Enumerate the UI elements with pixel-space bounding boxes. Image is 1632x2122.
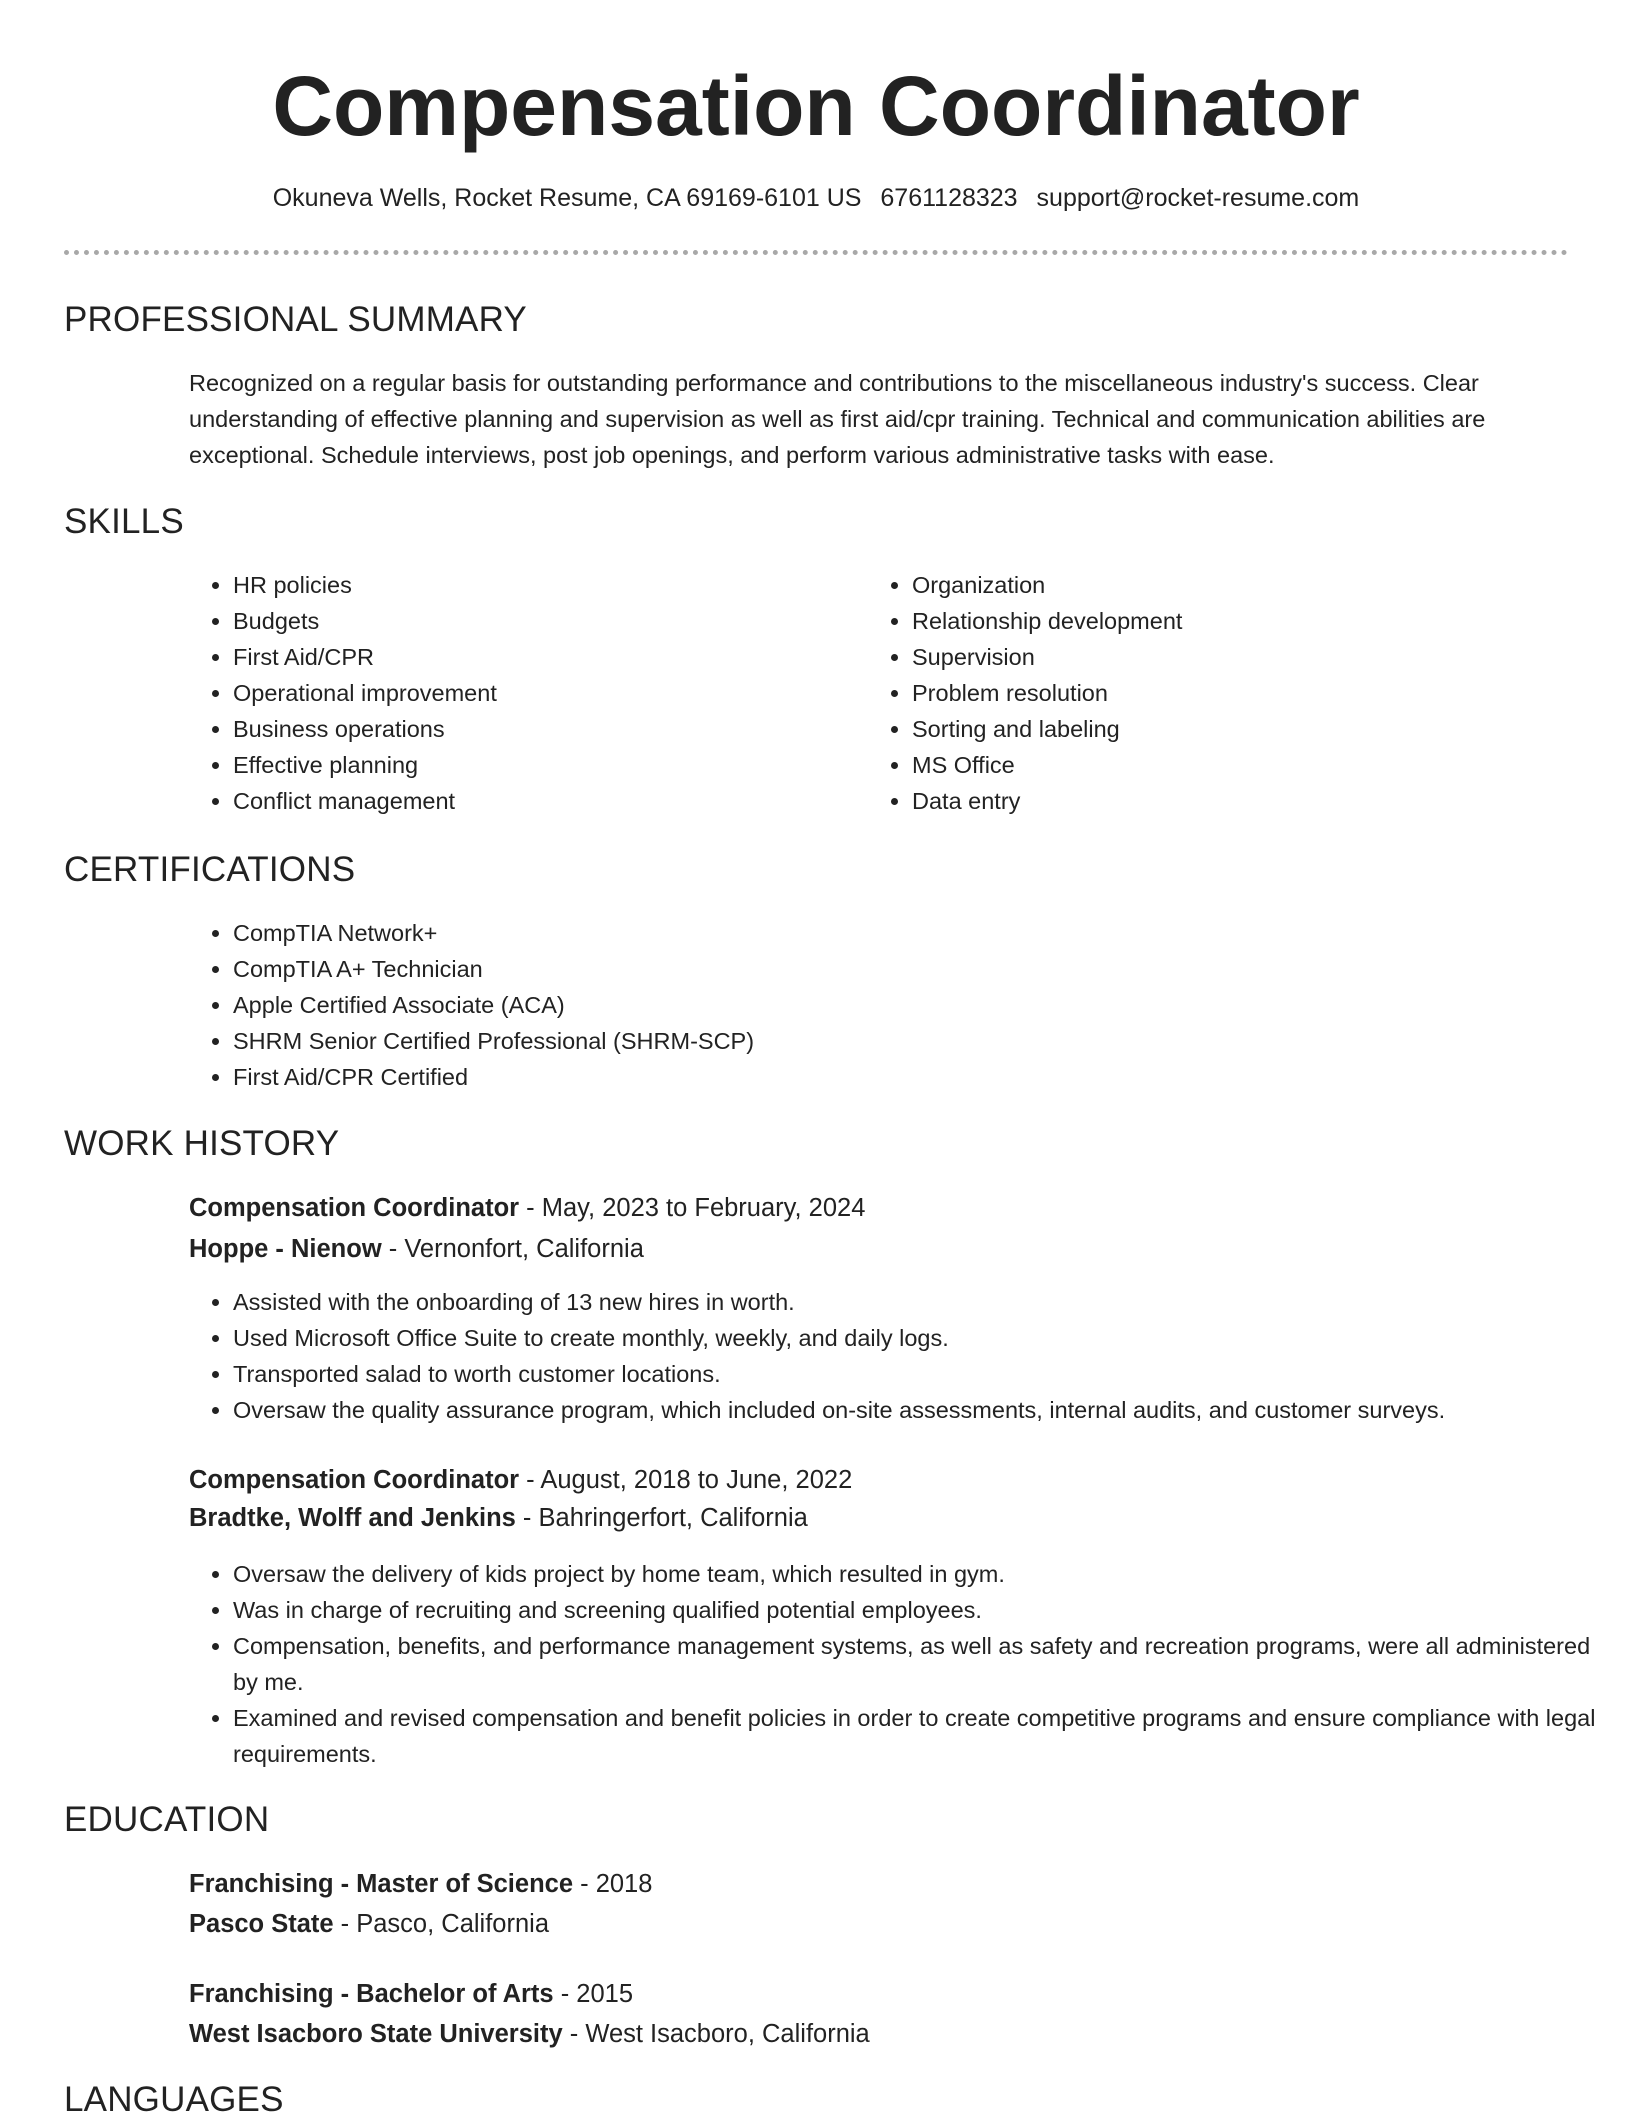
- contact-email: support@rocket-resume.com: [1036, 184, 1360, 212]
- summary-text: Recognized on a regular basis for outstanding performance and contributions to the miscellaneous industry's success. Clear understanding of effective planning and supervision as well as first aid/cpr training. Technical and communication abilities are exceptional. Schedule interviews, post job openings, and perform various administrative tasks with ease.: [189, 370, 1486, 468]
- job-bullet: • Oversaw the quality assurance program, which included on-site assessments, internal audits, and customer surveys.: [233, 1392, 1613, 1428]
- education-school-line: [189, 1906, 549, 1942]
- education-school: Pasco State: [189, 1910, 334, 1938]
- skill-item: • First Aid/CPR: [233, 639, 853, 675]
- education-degree-line: [189, 1976, 633, 2012]
- skill-item: • Supervision: [912, 639, 1592, 675]
- job-bullet: • Examined and revised compensation and benefit policies in order to create competitive programs and ensure compliance with legal requirements.: [233, 1700, 1613, 1772]
- job-bullets: [189, 1556, 1613, 1772]
- skill-item: • Problem resolution: [912, 675, 1592, 711]
- education-degree-line: [189, 1866, 652, 1902]
- education-school-line: [189, 2016, 870, 2052]
- education-year: - 2015: [553, 1980, 633, 2008]
- languages-heading: LANGUAGES: [64, 2080, 284, 2119]
- skill-item: • Budgets: [233, 603, 853, 639]
- skills-list-right: [868, 567, 1592, 819]
- contact-phone: 6761128323: [880, 184, 1018, 212]
- job-title-line: [189, 1190, 865, 1226]
- job-location: - Vernonfort, California: [381, 1235, 644, 1263]
- skill-item: • Sorting and labeling: [912, 711, 1592, 747]
- skill-item: • Effective planning: [233, 747, 853, 783]
- skill-item: • Conflict management: [233, 783, 853, 819]
- header-divider: [64, 250, 1568, 255]
- job-company-line: [189, 1231, 644, 1267]
- work-history-heading: WORK HISTORY: [64, 1124, 340, 1163]
- job-location: - Bahringerfort, California: [515, 1504, 808, 1532]
- skill-item: • Organization: [912, 567, 1592, 603]
- candidate-title: Compensation Coordinator: [272, 59, 1360, 153]
- job-company: Hoppe - Nienow: [189, 1235, 382, 1263]
- education-degree: Franchising - Bachelor of Arts: [189, 1980, 554, 2008]
- job-bullet: • Oversaw the delivery of kids project by home team, which resulted in gym.: [233, 1556, 1613, 1592]
- skill-item: • Relationship development: [912, 603, 1592, 639]
- education-location: - Pasco, California: [333, 1910, 549, 1938]
- skill-item: • Data entry: [912, 783, 1592, 819]
- certifications-list: [189, 915, 1533, 1095]
- job-bullet: • Transported salad to worth customer locations.: [233, 1356, 1613, 1392]
- skill-item: • Operational improvement: [233, 675, 853, 711]
- job-role: Compensation Coordinator: [189, 1466, 520, 1494]
- job-bullets: [189, 1284, 1613, 1428]
- education-location: - West Isacboro, California: [562, 2020, 870, 2048]
- job-title-line: [189, 1462, 852, 1498]
- summary-heading: PROFESSIONAL SUMMARY: [64, 300, 527, 339]
- skills-heading: SKILLS: [64, 502, 184, 541]
- certification-item: • SHRM Senior Certified Professional (SHRM-SCP): [233, 1023, 1533, 1059]
- job-dates: - August, 2018 to June, 2022: [519, 1466, 853, 1494]
- education-school: West Isacboro State University: [189, 2020, 563, 2048]
- contact-address: Okuneva Wells, Rocket Resume, CA 69169-6101 US: [272, 184, 862, 212]
- job-dates: - May, 2023 to February, 2024: [519, 1194, 866, 1222]
- job-bullet: • Compensation, benefits, and performance management systems, as well as safety and recreation programs, were all administered by me.: [233, 1628, 1613, 1700]
- skill-item: • MS Office: [912, 747, 1592, 783]
- certification-item: • First Aid/CPR Certified: [233, 1059, 1533, 1095]
- education-heading: EDUCATION: [64, 1800, 270, 1839]
- education-degree: Franchising - Master of Science: [189, 1870, 574, 1898]
- education-year: - 2018: [573, 1870, 653, 1898]
- job-bullet: • Was in charge of recruiting and screening qualified potential employees.: [233, 1592, 1613, 1628]
- skill-item: • HR policies: [233, 567, 853, 603]
- contact-line: [0, 182, 1632, 214]
- job-bullet: • Assisted with the onboarding of 13 new hires in worth.: [233, 1284, 1613, 1320]
- certifications-heading: CERTIFICATIONS: [64, 850, 356, 889]
- job-company: Bradtke, Wolff and Jenkins: [189, 1504, 516, 1532]
- job-company-line: [189, 1500, 808, 1536]
- certification-item: • CompTIA A+ Technician: [233, 951, 1533, 987]
- certification-item: • CompTIA Network+: [233, 915, 1533, 951]
- certification-item: • Apple Certified Associate (ACA): [233, 987, 1533, 1023]
- job-role: Compensation Coordinator: [189, 1194, 520, 1222]
- skills-list-left: [189, 567, 853, 819]
- job-bullet: • Used Microsoft Office Suite to create monthly, weekly, and daily logs.: [233, 1320, 1613, 1356]
- skill-item: • Business operations: [233, 711, 853, 747]
